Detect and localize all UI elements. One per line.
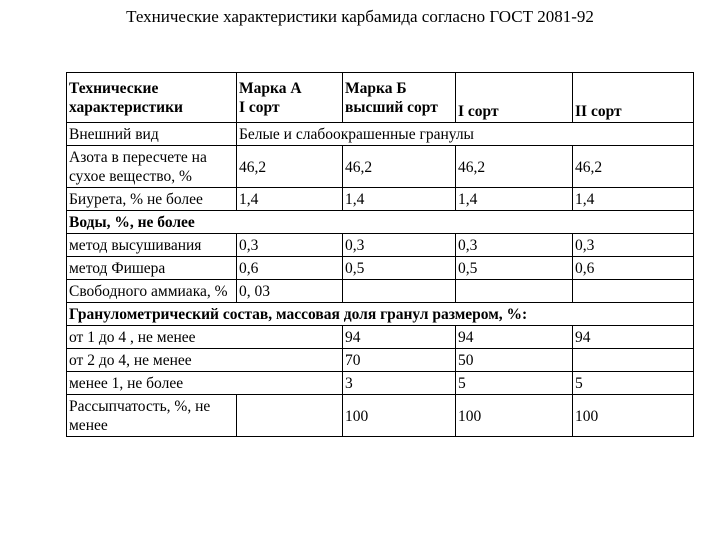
table-row [67, 395, 694, 437]
page-title: Технические характеристики карбамида согласно ГОСТ 2081-92 [126, 7, 594, 26]
header-brand-a-name: Марка А [239, 80, 302, 97]
cell-brand-b-1: 50 [456, 349, 573, 372]
header-brand-a [237, 73, 343, 123]
cell-brand-a: 0,6 [237, 257, 343, 280]
header-brand-b-grade-2 [573, 73, 694, 123]
cell-brand-b-1: 46,2 [456, 146, 573, 188]
row-label: Биурета, % не более [67, 188, 237, 211]
cell-brand-b-2: 0,6 [573, 257, 694, 280]
cell-brand-b-2 [573, 349, 694, 372]
cell-brand-b-2: 5 [573, 372, 694, 395]
row-value: Белые и слабоокрашенные гранулы [237, 123, 694, 146]
header-characteristics: Технические характеристики [67, 73, 237, 123]
table-row [67, 303, 694, 326]
table-row [67, 234, 694, 257]
row-label: от 1 до 4 , не менее [67, 326, 343, 349]
cell-brand-a: 0,3 [237, 234, 343, 257]
header-brand-b-grade-2-text: II сорт [575, 103, 622, 120]
table-row [67, 257, 694, 280]
cell-brand-b-1: 1,4 [456, 188, 573, 211]
cell-brand-b-2: 0,3 [573, 234, 694, 257]
table-row [67, 372, 694, 395]
header-brand-a-grade: I сорт [239, 99, 280, 116]
cell-brand-b-top: 94 [343, 326, 456, 349]
row-label: метод высушивания [67, 234, 237, 257]
table-row [67, 188, 694, 211]
row-label: менее 1, не более [67, 372, 343, 395]
cell-brand-b-top: 100 [343, 395, 456, 437]
table-row [67, 211, 694, 234]
table-row [67, 326, 694, 349]
table-row [67, 146, 694, 188]
cell-brand-a: 0, 03 [237, 280, 343, 303]
cell-brand-b-top [343, 280, 456, 303]
cell-brand-a [237, 395, 343, 437]
cell-brand-a: 1,4 [237, 188, 343, 211]
table-row [67, 280, 694, 303]
specifications-table [66, 72, 694, 437]
cell-brand-b-top: 3 [343, 372, 456, 395]
cell-brand-b-1: 0,5 [456, 257, 573, 280]
cell-brand-b-top: 0,5 [343, 257, 456, 280]
cell-brand-b-2: 46,2 [573, 146, 694, 188]
row-label: Рассыпчатость, %, не менее [67, 395, 237, 437]
cell-brand-b-1: 94 [456, 326, 573, 349]
cell-brand-b-1 [456, 280, 573, 303]
cell-brand-a: 46,2 [237, 146, 343, 188]
cell-brand-b-top: 1,4 [343, 188, 456, 211]
cell-brand-b-2: 94 [573, 326, 694, 349]
table-row [67, 123, 694, 146]
table-row [67, 349, 694, 372]
header-brand-b-grade-1 [456, 73, 573, 123]
cell-brand-b-2: 100 [573, 395, 694, 437]
cell-brand-b-2 [573, 280, 694, 303]
cell-brand-b-1: 0,3 [456, 234, 573, 257]
section-label-water: Воды, %, не более [67, 211, 694, 234]
header-brand-b-grade-1-text: I сорт [458, 103, 499, 120]
section-label-granulometric: Гранулометрический состав, массовая доля гранул размером, %: [67, 303, 694, 326]
header-brand-b-name: Марка Б [345, 80, 407, 97]
row-label: Внешний вид [67, 123, 237, 146]
cell-brand-b-2: 1,4 [573, 188, 694, 211]
cell-brand-b-top: 46,2 [343, 146, 456, 188]
header-brand-b-grade-top: высший сорт [345, 99, 438, 116]
cell-brand-b-top: 0,3 [343, 234, 456, 257]
header-brand-b [343, 73, 456, 123]
row-label: от 2 до 4, не менее [67, 349, 343, 372]
header-row [67, 73, 694, 123]
row-label: Свободного аммиака, % [67, 280, 237, 303]
row-label: метод Фишера [67, 257, 237, 280]
cell-brand-b-1: 100 [456, 395, 573, 437]
cell-brand-b-1: 5 [456, 372, 573, 395]
cell-brand-b-top: 70 [343, 349, 456, 372]
row-label: Азота в пересчете на сухое вещество, % [67, 146, 237, 188]
